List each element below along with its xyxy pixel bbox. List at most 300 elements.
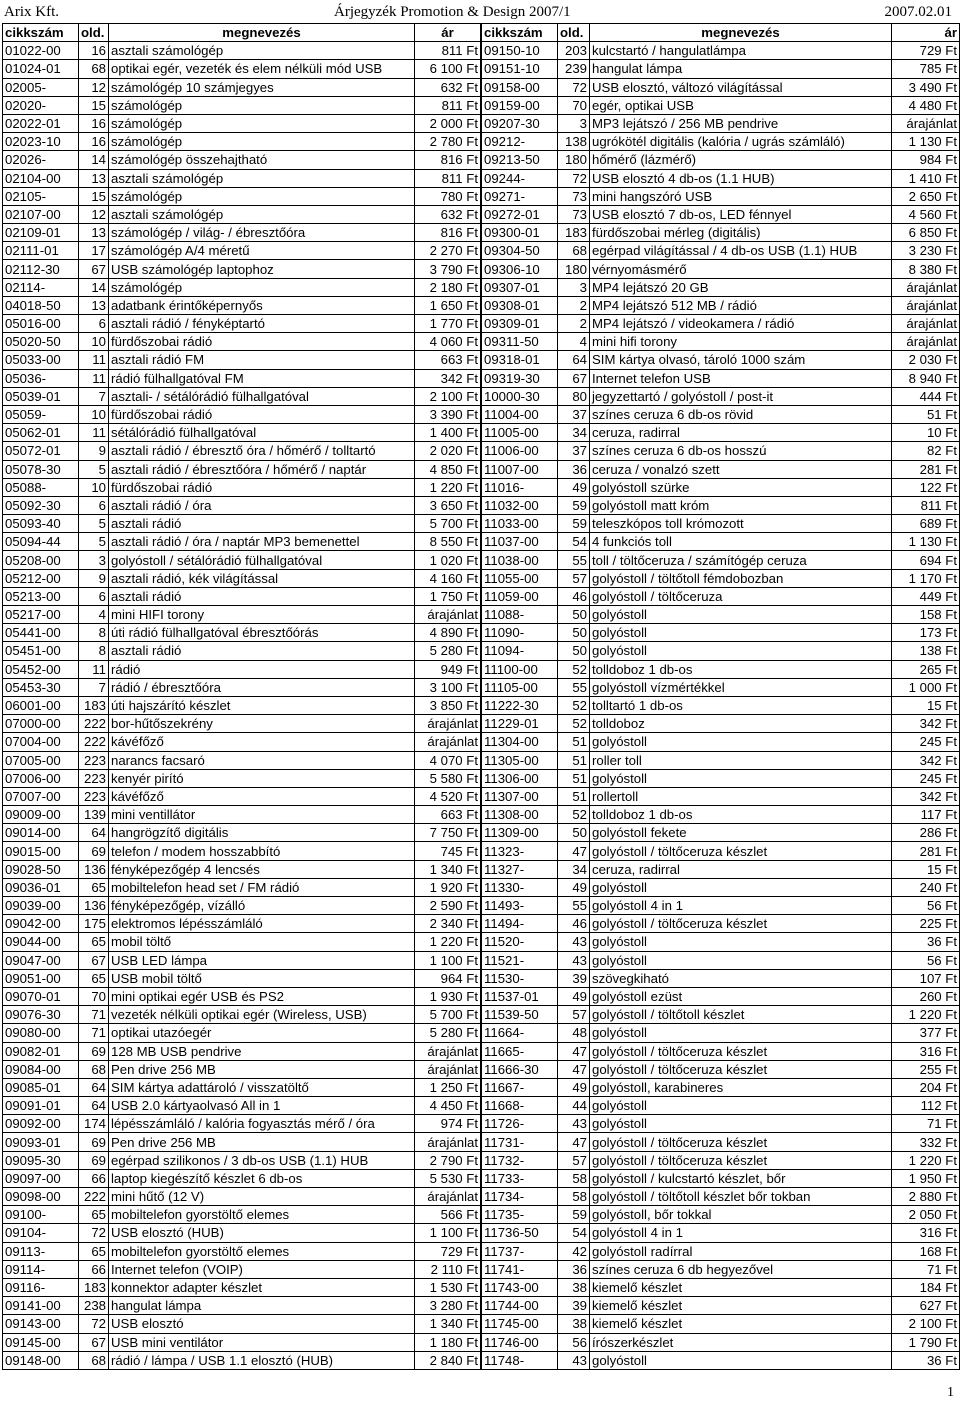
cell-page: 49 xyxy=(558,987,590,1005)
cell-code: 11323- xyxy=(482,842,558,860)
cell-code: 11530- xyxy=(482,969,558,987)
col-header-name: megnevezés xyxy=(590,24,892,42)
table-row xyxy=(3,60,481,78)
cell-code: 11736-50 xyxy=(482,1224,558,1242)
cell-price: 1 650 Ft xyxy=(415,296,481,314)
cell-page: 42 xyxy=(558,1242,590,1260)
table-row xyxy=(482,696,960,714)
cell-price: 8 380 Ft xyxy=(892,260,960,278)
cell-page: 2 xyxy=(558,296,590,314)
cell-page: 46 xyxy=(558,587,590,605)
cell-name: golyóstoll xyxy=(590,878,892,896)
cell-page: 50 xyxy=(558,824,590,842)
cell-page: 5 xyxy=(79,533,109,551)
cell-code: 11038-00 xyxy=(482,551,558,569)
cell-page: 183 xyxy=(79,1278,109,1296)
cell-price: 245 Ft xyxy=(892,769,960,787)
table-row xyxy=(3,1169,481,1187)
cell-price: 1 400 Ft xyxy=(415,424,481,442)
cell-name: írószerkészlet xyxy=(590,1333,892,1351)
cell-code: 11327- xyxy=(482,860,558,878)
cell-name: mini hűtő (12 V) xyxy=(109,1188,415,1206)
cell-name: teleszkópos toll krómozott xyxy=(590,515,892,533)
cell-code: 11006-00 xyxy=(482,442,558,460)
cell-page: 43 xyxy=(558,951,590,969)
table-row xyxy=(3,205,481,223)
cell-price: árajánlat xyxy=(892,315,960,333)
cell-page: 180 xyxy=(558,260,590,278)
table-row xyxy=(482,1351,960,1369)
cell-page: 47 xyxy=(558,1133,590,1151)
cell-code: 09091-01 xyxy=(3,1097,79,1115)
table-row xyxy=(482,224,960,242)
cell-code: 09309-01 xyxy=(482,315,558,333)
table-row xyxy=(3,987,481,1005)
table-row xyxy=(482,533,960,551)
cell-price: 1 410 Ft xyxy=(892,169,960,187)
cell-code: 02107-00 xyxy=(3,205,79,223)
cell-page: 37 xyxy=(558,405,590,423)
cell-code: 05039-01 xyxy=(3,387,79,405)
table-row xyxy=(482,733,960,751)
table-row xyxy=(3,1260,481,1278)
cell-name: USB elosztó 7 db-os, LED fénnyel xyxy=(590,205,892,223)
cell-page: 55 xyxy=(558,897,590,915)
cell-page: 49 xyxy=(558,478,590,496)
cell-code: 11735- xyxy=(482,1206,558,1224)
table-row xyxy=(3,478,481,496)
cell-page: 138 xyxy=(558,133,590,151)
cell-page: 43 xyxy=(558,1351,590,1369)
table-row xyxy=(3,260,481,278)
cell-price: 281 Ft xyxy=(892,460,960,478)
table-row xyxy=(3,460,481,478)
table-header-row xyxy=(482,24,960,42)
cell-code: 11746-00 xyxy=(482,1333,558,1351)
cell-code: 05072-01 xyxy=(3,442,79,460)
table-row xyxy=(482,151,960,169)
cell-code: 09092-00 xyxy=(3,1115,79,1133)
cell-price: árajánlat xyxy=(415,1133,481,1151)
table-row xyxy=(482,387,960,405)
table-row xyxy=(482,442,960,460)
cell-name: Pen drive 256 MB xyxy=(109,1133,415,1151)
cell-page: 38 xyxy=(558,1315,590,1333)
cell-name: golyóstoll / sétálórádió fülhallgatóval xyxy=(109,551,415,569)
cell-name: bor-hűtőszekrény xyxy=(109,715,415,733)
cell-name: fényképezőgép 4 lencsés xyxy=(109,860,415,878)
cell-page: 9 xyxy=(79,569,109,587)
cell-price: 7 750 Ft xyxy=(415,824,481,842)
cell-name: Internet telefon USB xyxy=(590,369,892,387)
cell-code: 09014-00 xyxy=(3,824,79,842)
cell-code: 09084-00 xyxy=(3,1060,79,1078)
table-row xyxy=(3,824,481,842)
cell-name: fényképezőgép, vízálló xyxy=(109,897,415,915)
cell-page: 70 xyxy=(558,96,590,114)
cell-code: 11308-00 xyxy=(482,806,558,824)
table-row xyxy=(3,1078,481,1096)
cell-price: 4 450 Ft xyxy=(415,1097,481,1115)
cell-code: 11741- xyxy=(482,1260,558,1278)
cell-price: 1 340 Ft xyxy=(415,1315,481,1333)
cell-price: 2 110 Ft xyxy=(415,1260,481,1278)
table-row xyxy=(482,1333,960,1351)
cell-page: 139 xyxy=(79,806,109,824)
cell-name: USB LED lámpa xyxy=(109,951,415,969)
cell-name: egérpad világítással / 4 db-os USB (1.1) HUB xyxy=(590,242,892,260)
cell-price: 1 100 Ft xyxy=(415,951,481,969)
cell-price: 3 490 Ft xyxy=(892,78,960,96)
cell-page: 52 xyxy=(558,660,590,678)
cell-name: mini hifi torony xyxy=(590,333,892,351)
cell-page: 4 xyxy=(79,606,109,624)
table-row xyxy=(482,42,960,60)
table-row xyxy=(482,315,960,333)
cell-page: 49 xyxy=(558,1078,590,1096)
cell-page: 73 xyxy=(558,187,590,205)
cell-code: 09028-50 xyxy=(3,860,79,878)
cell-page: 44 xyxy=(558,1097,590,1115)
cell-price: 1 220 Ft xyxy=(415,933,481,951)
cell-name: optikai utazóegér xyxy=(109,1024,415,1042)
cell-code: 11493- xyxy=(482,897,558,915)
cell-name: golyóstoll vízmértékkel xyxy=(590,678,892,696)
cell-page: 48 xyxy=(558,1024,590,1042)
table-row xyxy=(3,1206,481,1224)
table-row xyxy=(3,660,481,678)
cell-code: 05212-00 xyxy=(3,569,79,587)
cell-price: 780 Ft xyxy=(415,187,481,205)
cell-name: 4 funkciós toll xyxy=(590,533,892,551)
table-row xyxy=(3,351,481,369)
cell-code: 09300-01 xyxy=(482,224,558,242)
cell-name: golyóstoll / töltőceruza készlet xyxy=(590,842,892,860)
cell-name: asztali rádió xyxy=(109,515,415,533)
cell-price: 245 Ft xyxy=(892,733,960,751)
cell-price: 1 130 Ft xyxy=(892,533,960,551)
cell-page: 34 xyxy=(558,424,590,442)
cell-price: 745 Ft xyxy=(415,842,481,860)
cell-name: fürdőszobai mérleg (digitális) xyxy=(590,224,892,242)
cell-price: 1 170 Ft xyxy=(892,569,960,587)
cell-page: 64 xyxy=(558,351,590,369)
cell-code: 02022-01 xyxy=(3,114,79,132)
cell-name: asztali rádió / fényképtartó xyxy=(109,315,415,333)
cell-code: 11055-00 xyxy=(482,569,558,587)
table-row xyxy=(3,1297,481,1315)
table-row xyxy=(482,96,960,114)
cell-page: 239 xyxy=(558,60,590,78)
table-row xyxy=(482,878,960,896)
cell-code: 05441-00 xyxy=(3,624,79,642)
cell-code: 11059-00 xyxy=(482,587,558,605)
cell-name: mini HIFI torony xyxy=(109,606,415,624)
cell-code: 09212- xyxy=(482,133,558,151)
table-row xyxy=(3,1151,481,1169)
cell-code: 11666-30 xyxy=(482,1060,558,1078)
cell-code: 11537-01 xyxy=(482,987,558,1005)
cell-price: 3 100 Ft xyxy=(415,678,481,696)
cell-name: ugrókötél digitális (kalória / ugrás számláló) xyxy=(590,133,892,151)
cell-price: 260 Ft xyxy=(892,987,960,1005)
cell-code: 09307-01 xyxy=(482,278,558,296)
cell-name: vérnyomásmérő xyxy=(590,260,892,278)
cell-name: SIM kártya adattároló / visszatöltő xyxy=(109,1078,415,1096)
cell-code: 02109-01 xyxy=(3,224,79,242)
cell-page: 223 xyxy=(79,769,109,787)
cell-code: 09150-10 xyxy=(482,42,558,60)
cell-price: 36 Ft xyxy=(892,1351,960,1369)
cell-code: 11664- xyxy=(482,1024,558,1042)
price-table-left xyxy=(2,23,481,1370)
cell-name: kiemelő készlet xyxy=(590,1278,892,1296)
cell-code: 07000-00 xyxy=(3,715,79,733)
cell-price: árajánlat xyxy=(892,114,960,132)
cell-code: 02023-10 xyxy=(3,133,79,151)
cell-page: 136 xyxy=(79,897,109,915)
cell-code: 07007-00 xyxy=(3,787,79,805)
col-header-name: megnevezés xyxy=(109,24,415,42)
cell-code: 09308-01 xyxy=(482,296,558,314)
cell-code: 09044-00 xyxy=(3,933,79,951)
table-row xyxy=(482,569,960,587)
cell-code: 11306-00 xyxy=(482,769,558,787)
cell-code: 11521- xyxy=(482,951,558,969)
cell-code: 02104-00 xyxy=(3,169,79,187)
cell-code: 11731- xyxy=(482,1133,558,1151)
cell-code: 05452-00 xyxy=(3,660,79,678)
cell-page: 16 xyxy=(79,133,109,151)
document-title: Árjegyzék Promotion & Design 2007/1 xyxy=(334,4,571,20)
cell-price: árajánlat xyxy=(892,333,960,351)
cell-page: 43 xyxy=(558,933,590,951)
cell-page: 52 xyxy=(558,806,590,824)
table-row xyxy=(3,751,481,769)
table-row xyxy=(482,1206,960,1224)
cell-price: 342 Ft xyxy=(892,751,960,769)
table-row xyxy=(482,933,960,951)
cell-name: golyóstoll / kulcstartó készlet, bőr xyxy=(590,1169,892,1187)
cell-name: kulcstartó / hangulatlámpa xyxy=(590,42,892,60)
table-row xyxy=(3,1097,481,1115)
table-row xyxy=(482,333,960,351)
cell-name: asztali rádió xyxy=(109,642,415,660)
table-row xyxy=(482,806,960,824)
cell-price: 10 Ft xyxy=(892,424,960,442)
cell-code: 11033-00 xyxy=(482,515,558,533)
cell-code: 02020- xyxy=(3,96,79,114)
cell-name: golyóstoll fekete xyxy=(590,824,892,842)
cell-page: 68 xyxy=(558,242,590,260)
cell-name: vezeték nélküli optikai egér (Wireless, USB) xyxy=(109,1006,415,1024)
cell-price: 1 130 Ft xyxy=(892,133,960,151)
cell-code: 09097-00 xyxy=(3,1169,79,1187)
cell-page: 55 xyxy=(558,678,590,696)
cell-code: 11539-50 xyxy=(482,1006,558,1024)
cell-page: 72 xyxy=(558,78,590,96)
cell-page: 10 xyxy=(79,333,109,351)
table-row xyxy=(3,1006,481,1024)
cell-page: 8 xyxy=(79,624,109,642)
table-row xyxy=(482,114,960,132)
cell-page: 69 xyxy=(79,1151,109,1169)
cell-page: 57 xyxy=(558,569,590,587)
cell-page: 52 xyxy=(558,696,590,714)
cell-name: sétálórádió fülhallgatóval xyxy=(109,424,415,442)
table-row xyxy=(3,642,481,660)
cell-price: 82 Ft xyxy=(892,442,960,460)
cell-code: 11032-00 xyxy=(482,496,558,514)
cell-page: 223 xyxy=(79,751,109,769)
table-row xyxy=(482,424,960,442)
cell-code: 11307-00 xyxy=(482,787,558,805)
cell-code: 05033-00 xyxy=(3,351,79,369)
cell-price: árajánlat xyxy=(892,296,960,314)
table-row xyxy=(3,187,481,205)
table-body-right xyxy=(482,42,960,1370)
cell-price: 5 280 Ft xyxy=(415,1024,481,1042)
cell-name: golyóstoll / töltőceruza xyxy=(590,587,892,605)
cell-price: 4 160 Ft xyxy=(415,569,481,587)
cell-name: roller toll xyxy=(590,751,892,769)
cell-name: USB mobil töltő xyxy=(109,969,415,987)
cell-page: 238 xyxy=(79,1297,109,1315)
cell-name: kávéfőző xyxy=(109,787,415,805)
table-row xyxy=(3,933,481,951)
cell-page: 50 xyxy=(558,624,590,642)
cell-name: golyóstoll / töltőceruza készlet xyxy=(590,1060,892,1078)
cell-code: 09141-00 xyxy=(3,1297,79,1315)
cell-page: 12 xyxy=(79,78,109,96)
cell-code: 01024-01 xyxy=(3,60,79,78)
cell-code: 09082-01 xyxy=(3,1042,79,1060)
cell-name: hangulat lámpa xyxy=(109,1297,415,1315)
cell-name: színes ceruza 6 db-os hosszú xyxy=(590,442,892,460)
table-row xyxy=(3,1224,481,1242)
table-row xyxy=(482,1315,960,1333)
cell-price: árajánlat xyxy=(415,606,481,624)
cell-price: 3 230 Ft xyxy=(892,242,960,260)
cell-price: 811 Ft xyxy=(415,169,481,187)
cell-code: 11330- xyxy=(482,878,558,896)
cell-code: 11732- xyxy=(482,1151,558,1169)
cell-name: lépésszámláló / kalória fogyasztás mérő / óra xyxy=(109,1115,415,1133)
cell-page: 37 xyxy=(558,442,590,460)
table-row xyxy=(3,42,481,60)
col-header-code: cikkszám xyxy=(3,24,79,42)
cell-code: 05213-00 xyxy=(3,587,79,605)
cell-name: számológép / világ- / ébresztőóra xyxy=(109,224,415,242)
table-row xyxy=(3,1242,481,1260)
cell-name: kiemelő készlet xyxy=(590,1297,892,1315)
cell-price: 56 Ft xyxy=(892,897,960,915)
cell-page: 5 xyxy=(79,460,109,478)
cell-code: 09272-01 xyxy=(482,205,558,223)
cell-page: 80 xyxy=(558,387,590,405)
cell-page: 59 xyxy=(558,1206,590,1224)
table-row xyxy=(3,878,481,896)
cell-page: 223 xyxy=(79,787,109,805)
cell-code: 09116- xyxy=(3,1278,79,1296)
cell-price: 4 070 Ft xyxy=(415,751,481,769)
cell-page: 71 xyxy=(79,1024,109,1042)
cell-code: 09085-01 xyxy=(3,1078,79,1096)
table-row xyxy=(482,660,960,678)
cell-page: 52 xyxy=(558,715,590,733)
cell-page: 180 xyxy=(558,151,590,169)
cell-code: 09100- xyxy=(3,1206,79,1224)
cell-page: 222 xyxy=(79,1188,109,1206)
cell-price: 2 650 Ft xyxy=(892,187,960,205)
cell-code: 09318-01 xyxy=(482,351,558,369)
cell-name: golyóstoll 4 in 1 xyxy=(590,1224,892,1242)
cell-code: 09042-00 xyxy=(3,915,79,933)
cell-code: 09009-00 xyxy=(3,806,79,824)
cell-name: 128 MB USB pendrive xyxy=(109,1042,415,1060)
cell-price: 4 850 Ft xyxy=(415,460,481,478)
cell-page: 55 xyxy=(558,551,590,569)
table-row xyxy=(482,624,960,642)
cell-code: 09207-30 xyxy=(482,114,558,132)
table-row xyxy=(482,751,960,769)
cell-page: 71 xyxy=(79,1006,109,1024)
cell-price: 173 Ft xyxy=(892,624,960,642)
cell-price: 1 220 Ft xyxy=(415,478,481,496)
table-row xyxy=(482,278,960,296)
cell-name: mobil töltő xyxy=(109,933,415,951)
cell-code: 07005-00 xyxy=(3,751,79,769)
cell-code: 05020-50 xyxy=(3,333,79,351)
cell-name: asztali számológép xyxy=(109,169,415,187)
cell-code: 11004-00 xyxy=(482,405,558,423)
cell-name: asztali rádió, kék világítással xyxy=(109,569,415,587)
cell-name: számológép 10 számjegyes xyxy=(109,78,415,96)
cell-page: 46 xyxy=(558,915,590,933)
cell-name: tolltartó 1 db-os xyxy=(590,696,892,714)
cell-page: 3 xyxy=(558,114,590,132)
table-row xyxy=(3,606,481,624)
cell-price: 36 Ft xyxy=(892,933,960,951)
table-row xyxy=(482,260,960,278)
cell-page: 59 xyxy=(558,496,590,514)
table-row xyxy=(3,1278,481,1296)
table-row xyxy=(482,78,960,96)
cell-code: 11667- xyxy=(482,1078,558,1096)
table-row xyxy=(3,860,481,878)
cell-code: 09113- xyxy=(3,1242,79,1260)
cell-price: 112 Ft xyxy=(892,1097,960,1115)
table-row xyxy=(3,442,481,460)
table-row xyxy=(482,478,960,496)
table-row xyxy=(3,151,481,169)
cell-name: asztali számológép xyxy=(109,42,415,60)
cell-price: 117 Ft xyxy=(892,806,960,824)
cell-page: 10 xyxy=(79,478,109,496)
cell-name: rádió / lámpa / USB 1.1 elosztó (HUB) xyxy=(109,1351,415,1369)
cell-page: 3 xyxy=(558,278,590,296)
cell-name: USB elosztó xyxy=(109,1315,415,1333)
table-row xyxy=(482,1169,960,1187)
cell-name: asztali rádió / ébresztő óra / hőmérő / tolltartó xyxy=(109,442,415,460)
cell-price: 168 Ft xyxy=(892,1242,960,1260)
cell-page: 14 xyxy=(79,278,109,296)
table-row xyxy=(482,897,960,915)
table-row xyxy=(482,606,960,624)
cell-page: 39 xyxy=(558,1297,590,1315)
cell-code: 02005- xyxy=(3,78,79,96)
table-row xyxy=(3,1133,481,1151)
